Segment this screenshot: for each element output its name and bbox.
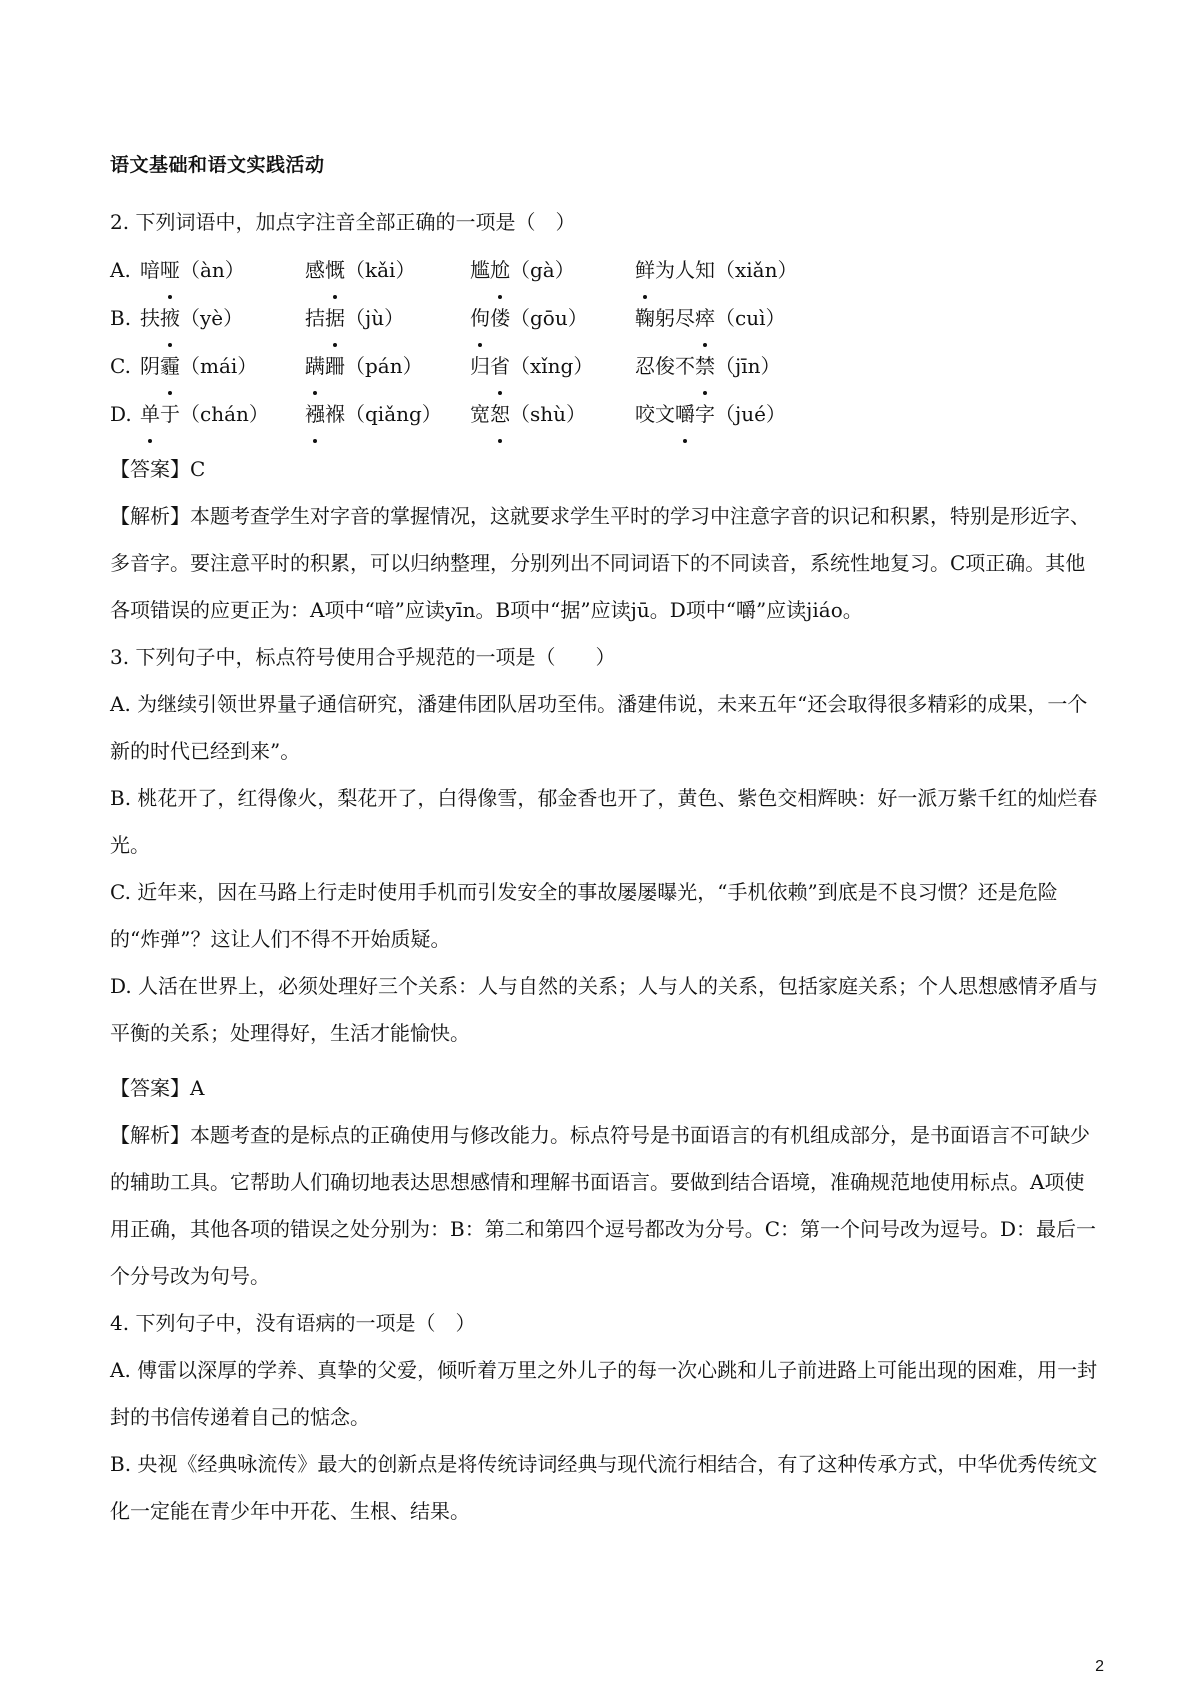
question-2-answer: 【答案】C [110, 457, 206, 481]
word-prefix: 咬文 [635, 402, 675, 426]
emphasis-dot-char: 禁 [695, 342, 715, 390]
word-prefix: 感 [305, 258, 325, 282]
option-word [305, 246, 470, 294]
option-label: B. [110, 306, 132, 330]
emphasis-dot-char: 瘁 [695, 294, 715, 342]
option-word [305, 390, 470, 438]
word-prefix: 阴 [140, 354, 160, 378]
question-2 [110, 199, 1100, 634]
option-word [470, 390, 635, 438]
option-word [635, 246, 895, 294]
emphasis-dot-char: 鲜 [635, 246, 655, 294]
question-4-stem: 4. 下列句子中，没有语病的一项是（ ） [110, 1311, 476, 1335]
question-4-option-a: A. 傅雷以深厚的学养、真挚的父爱，倾听着万里之外儿子的每一次心跳和儿子前进路上可能出现的困难，用一封封的书信传递着自己的惦念。 [110, 1358, 1098, 1429]
emphasis-dot-char: 恕 [490, 390, 510, 438]
word-suffix-pinyin: （mái） [180, 354, 258, 378]
question-2-analysis: 【解析】本题考查学生对字音的掌握情况，这就要求学生平时的学习中注意字音的识记和积累，特别是形近字、多音字。要注意平时的积累，可以归纳整理，分别列出不同词语下的不同读音，系统性地复习。C项正确。其他各项错误的应更正为：A项中“喑”应读yīn。B项中“据”应读jū。D项中“嚼”应读jiáo。 [110, 504, 1090, 622]
word-prefix: 拮 [305, 306, 325, 330]
emphasis-dot-char: 哑 [160, 246, 180, 294]
word-suffix-pinyin: （gà） [510, 258, 575, 282]
emphasis-dot-char: 掖 [160, 294, 180, 342]
emphasis-dot-char: 蹒 [305, 342, 325, 390]
option-word [140, 294, 305, 342]
word-suffix-pinyin: （àn） [180, 258, 245, 282]
question-4-option-b: B. 央视《经典咏流传》最大的创新点是将传统诗词经典与现代流行相结合，有了这种传承方式，中华优秀传统文化一定能在青少年中开花、生根、结果。 [110, 1452, 1098, 1523]
question-2-options [110, 246, 1100, 438]
emphasis-dot-char: 嚼 [675, 390, 695, 438]
word-prefix: 忍俊不 [635, 354, 695, 378]
emphasis-dot-char: 据 [325, 294, 345, 342]
question-2-stem: 2. 下列词语中，加点字注音全部正确的一项是（ ） [110, 210, 576, 234]
word-prefix: 扶 [140, 306, 160, 330]
word-suffix-pinyin: （xǐng） [510, 354, 594, 378]
word-prefix: 喑 [140, 258, 160, 282]
option-word [140, 246, 305, 294]
question-3-stem: 3. 下列句子中，标点符号使用合乎规范的一项是（ ） [110, 645, 616, 669]
option-word [470, 294, 635, 342]
word-suffix-pinyin: 为人知（xiǎn） [655, 258, 798, 282]
question-2-option-a [110, 246, 1100, 294]
question-3-option-c: C. 近年来，因在马路上行走时使用手机而引发安全的事故屡屡曝光，“手机依赖”到底是不良习惯？还是危险的“炸弹”？这让人们不得不开始质疑。 [110, 880, 1058, 951]
question-2-option-c [110, 342, 1100, 390]
question-4 [110, 1300, 1100, 1535]
word-suffix-pinyin: （yè） [180, 306, 244, 330]
option-label: D. [110, 402, 132, 426]
option-word [635, 390, 895, 438]
option-word [305, 294, 470, 342]
word-suffix-pinyin: 字（jué） [695, 402, 786, 426]
option-word [140, 390, 305, 438]
page-number: 2 [1095, 1658, 1104, 1675]
option-word [305, 342, 470, 390]
section-heading: 语文基础和语文实践活动 [110, 154, 325, 176]
option-word [140, 342, 305, 390]
word-suffix-pinyin: 褓（qiǎng） [325, 402, 442, 426]
option-word [635, 294, 895, 342]
word-suffix-pinyin: 偻（gōu） [490, 306, 588, 330]
word-suffix-pinyin: （kǎi） [345, 258, 416, 282]
emphasis-dot-char: 慨 [325, 246, 345, 294]
question-3-option-b: B. 桃花开了，红得像火，梨花开了，白得像雪，郁金香也开了，黄色、紫色交相辉映：好一派万紫千红的灿烂春光。 [110, 786, 1098, 857]
word-suffix-pinyin: （jīn） [715, 354, 781, 378]
question-3-answer: 【答案】A [110, 1076, 205, 1100]
emphasis-dot-char: 尬 [490, 246, 510, 294]
option-label: A. [110, 258, 131, 282]
word-prefix: 宽 [470, 402, 490, 426]
option-word [470, 246, 635, 294]
emphasis-dot-char: 省 [490, 342, 510, 390]
emphasis-dot-char: 单 [140, 390, 160, 438]
word-prefix: 鞠躬尽 [635, 306, 695, 330]
option-word [470, 342, 635, 390]
emphasis-dot-char: 襁 [305, 390, 325, 438]
word-prefix: 尴 [470, 258, 490, 282]
question-3 [110, 634, 1100, 1300]
question-3-analysis: 【解析】本题考查的是标点的正确使用与修改能力。标点符号是书面语言的有机组成部分，是书面语言不可缺少的辅助工具。它帮助人们确切地表达思想感情和理解书面语言。要做到结合语境，准确规范地使用标点。A项使用正确，其他各项的错误之处分别为：B：第二和第四个逗号都改为分号。C：第一个问号改为逗号。D：最后一个分号改为句号。 [110, 1123, 1097, 1288]
word-suffix-pinyin: 跚（pán） [325, 354, 423, 378]
word-suffix-pinyin: （cuì） [715, 306, 786, 330]
emphasis-dot-char: 佝 [470, 294, 490, 342]
emphasis-dot-char: 霾 [160, 342, 180, 390]
page-content [110, 150, 1100, 1535]
word-suffix-pinyin: （shù） [510, 402, 587, 426]
question-2-option-d [110, 390, 1100, 438]
option-label: C. [110, 354, 131, 378]
question-2-option-b [110, 294, 1100, 342]
option-word [635, 342, 895, 390]
word-suffix-pinyin: （jù） [345, 306, 405, 330]
word-prefix: 归 [470, 354, 490, 378]
question-3-option-a: A. 为继续引领世界量子通信研究，潘建伟团队居功至伟。潘建伟说，未来五年“还会取得很多精彩的成果，一个新的时代已经到来”。 [110, 692, 1088, 763]
question-3-option-d: D. 人活在世界上，必须处理好三个关系：人与自然的关系；人与人的关系，包括家庭关系；个人思想感情矛盾与平衡的关系；处理得好，生活才能愉快。 [110, 974, 1099, 1045]
word-suffix-pinyin: 于（chán） [160, 402, 269, 426]
